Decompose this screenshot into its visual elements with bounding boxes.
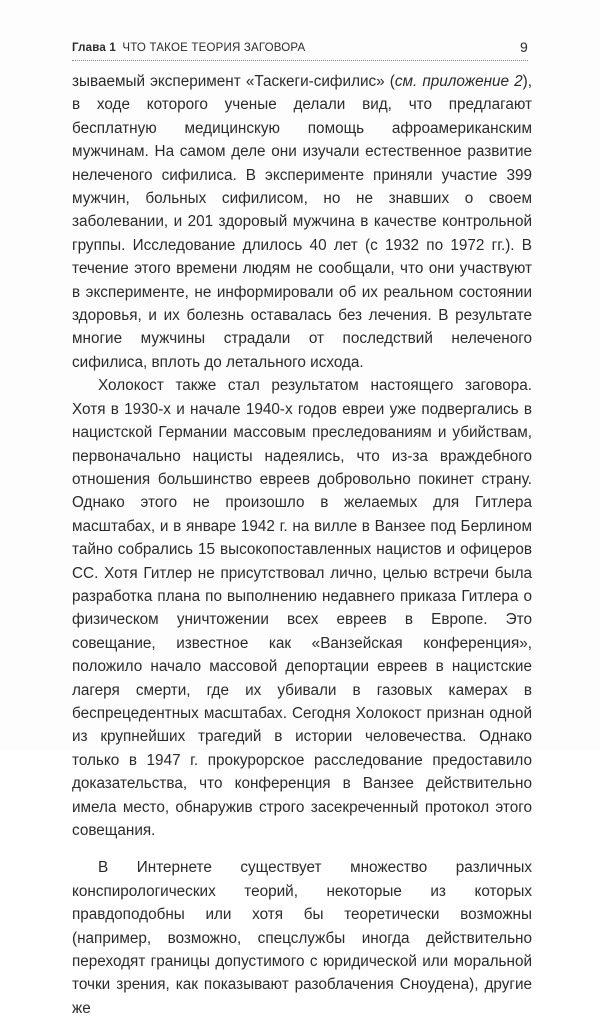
chapter-heading: [72, 42, 305, 54]
chapter-label: Глава 1: [72, 42, 116, 54]
running-head: [72, 38, 528, 61]
body-text: [72, 70, 532, 1020]
appendix-reference: см. приложение 2: [394, 73, 523, 90]
paragraph-2: Холокост также стал результатом настоящего заговора. Хотя в 1930-х и начале 1940-х годов евреи уже подвергались в нацистской Германии массовым преследованиям и убийствам, первоначально нацисты надеялись, что из-за враждебного отношения большинство евреев добровольно покинет страну. Однако этого не произошло в желаемых для Гитлера масштабах, и в январе 1942 г. на вилле в Ванзее под Берлином тайно собрались 15 высокопоставленных нацистов и офицеров СС. Хотя Гитлер не присутствовал лично, целью встречи была разработка плана по выполнению недавнего приказа Гитлера о физическом уничтожении всех евреев в Европе. Это совещание, известное как «Ванзейская конференция», положило начало массовой депортации евреев в нацистские лагеря смерти, где их убивали в газовых камерах в беспрецедентных масштабах. Сегодня Холокост признан одной из крупнейших трагедий в истории человечества. Однако только в 1947 г. прокурорское расследование предоставило доказательства, что конференция в Ванзее действительно имела место, обнаружив строго засекреченный протокол этого совещания.: [72, 377, 532, 839]
paragraph-1-text-b: ), в ходе которого ученые делали вид, что предлагают бесплатную медицинскую помощь афроамериканским мужчинам. На самом деле они изучали естественное развитие нелеченого сифилиса. В эксперименте приняли участие 399 мужчин, больных сифилисом, но не знавших о своем заболевании, и 201 здоровый мужчина в качестве контрольной группы. Исследование длилось 40 лет (с 1932 по 1972 гг.). В течение этого времени людям не сообщали, что они участвуют в эксперименте, не информировали об их реальном состоянии здоровья, и их болезнь оставалась без лечения. В результате многие мужчины страдали от последствий нелеченого сифилиса, вплоть до летального исхода.: [72, 73, 532, 371]
section-gap: [72, 842, 532, 856]
paragraph-3: В Интернете существует множество различных конспирологических теорий, некоторые из которых правдоподобны или хотя бы теоретически возможны (например, возможно, спецслужбы иногда действительно переходят границы допустимого с юридической или моральной точки зрения, как показывают разоблачения Сноудена), другие же: [72, 859, 532, 1017]
paragraph-1: [72, 70, 532, 374]
paragraph-1-text-a: зываемый эксперимент «Таскеги-сифилис» (: [72, 73, 395, 90]
chapter-title: ЧТО ТАКОЕ ТЕОРИЯ ЗАГОВОРА: [122, 42, 306, 54]
page-number: 9: [520, 39, 528, 55]
